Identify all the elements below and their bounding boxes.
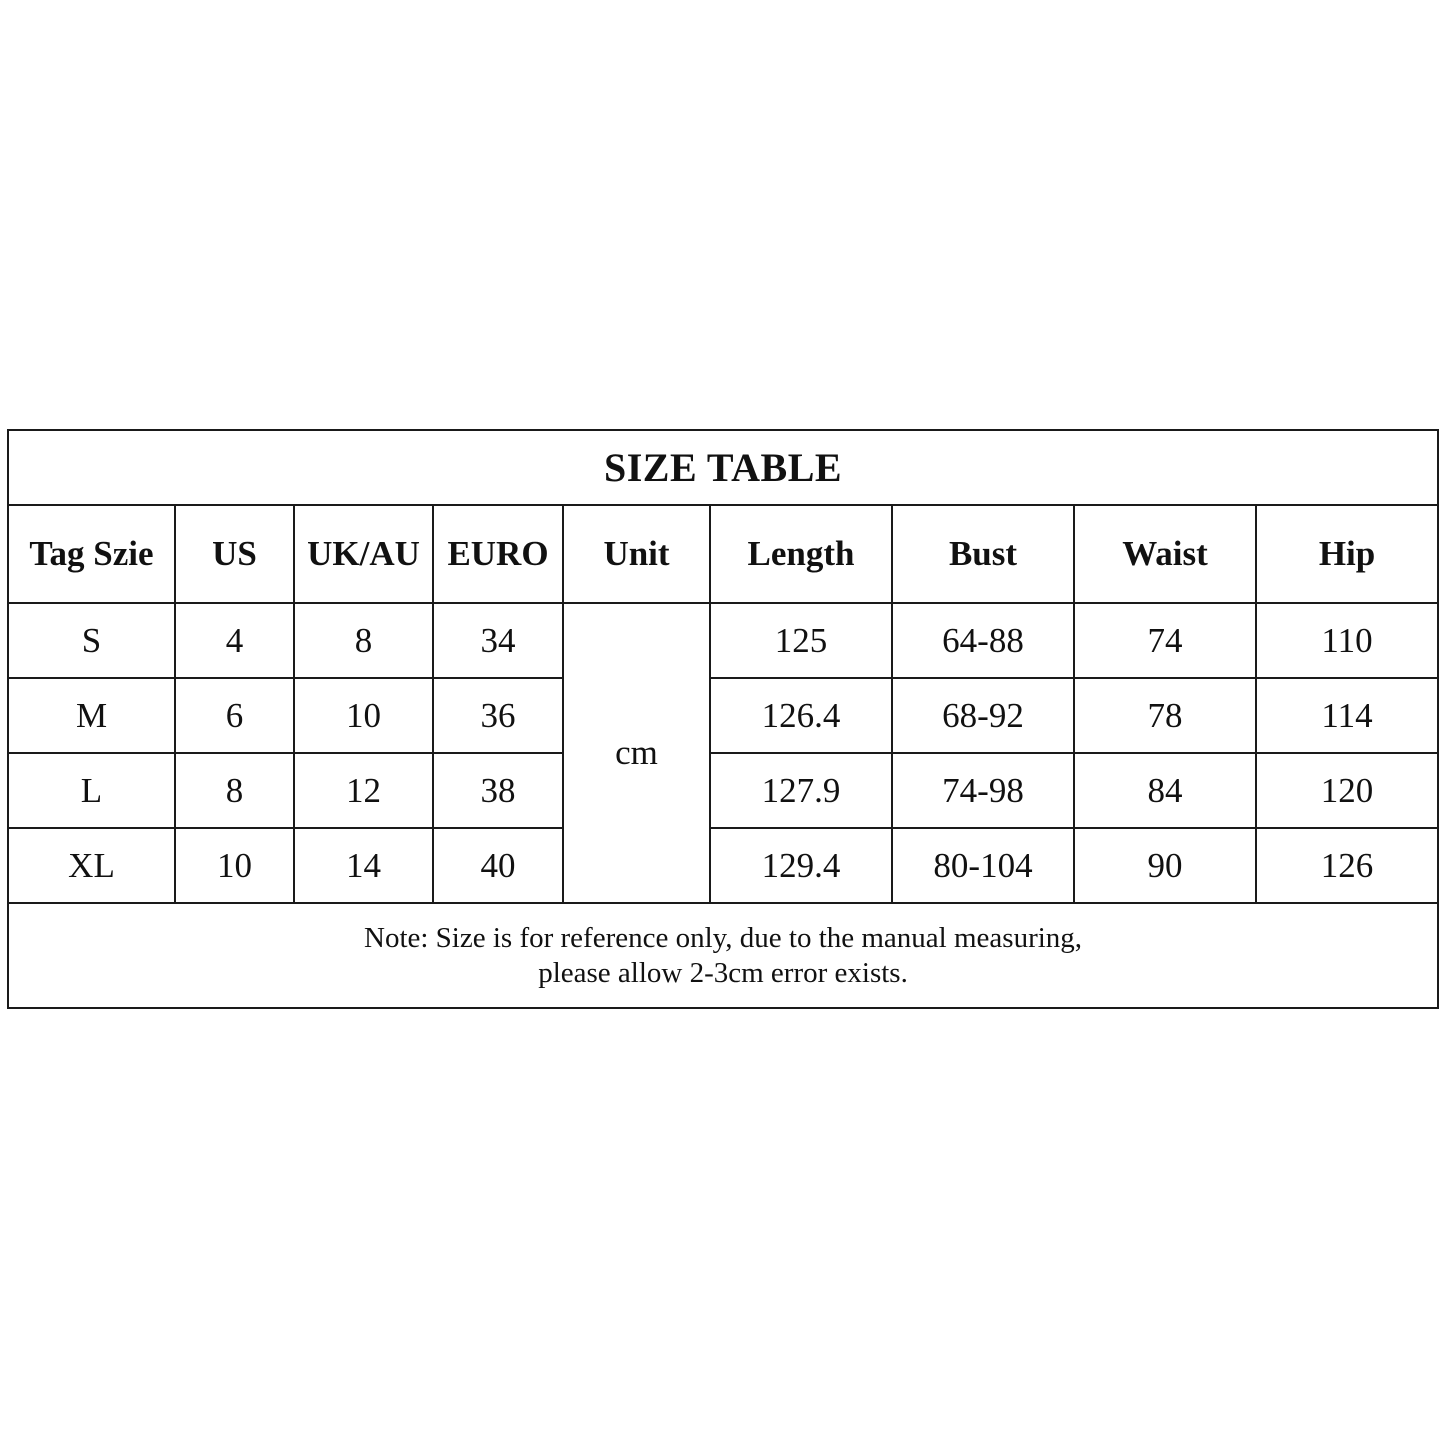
table-row bbox=[8, 603, 1438, 678]
cell-us: 6 bbox=[175, 678, 294, 753]
note-row bbox=[8, 903, 1438, 1008]
title-row bbox=[8, 430, 1438, 505]
table-row bbox=[8, 828, 1438, 903]
cell-bust: 74-98 bbox=[892, 753, 1074, 828]
cell-hip: 120 bbox=[1256, 753, 1438, 828]
cell-us: 10 bbox=[175, 828, 294, 903]
cell-length: 129.4 bbox=[710, 828, 892, 903]
header-tag-size: Tag Szie bbox=[8, 505, 175, 603]
size-table bbox=[7, 429, 1439, 1009]
cell-tag: L bbox=[8, 753, 175, 828]
note-cell bbox=[8, 903, 1438, 1008]
cell-euro: 40 bbox=[433, 828, 563, 903]
header-row bbox=[8, 505, 1438, 603]
header-bust: Bust bbox=[892, 505, 1074, 603]
cell-unit: cm bbox=[563, 603, 710, 903]
table-row bbox=[8, 753, 1438, 828]
header-unit: Unit bbox=[563, 505, 710, 603]
cell-bust: 64-88 bbox=[892, 603, 1074, 678]
cell-waist: 90 bbox=[1074, 828, 1256, 903]
cell-tag: M bbox=[8, 678, 175, 753]
note-line-1: Note: Size is for reference only, due to the manual measuring, bbox=[364, 921, 1083, 954]
header-waist: Waist bbox=[1074, 505, 1256, 603]
cell-length: 126.4 bbox=[710, 678, 892, 753]
cell-uk-au: 12 bbox=[294, 753, 433, 828]
cell-uk-au: 10 bbox=[294, 678, 433, 753]
cell-bust: 68-92 bbox=[892, 678, 1074, 753]
cell-us: 4 bbox=[175, 603, 294, 678]
cell-uk-au: 8 bbox=[294, 603, 433, 678]
cell-hip: 126 bbox=[1256, 828, 1438, 903]
header-length: Length bbox=[710, 505, 892, 603]
cell-tag: S bbox=[8, 603, 175, 678]
cell-length: 125 bbox=[710, 603, 892, 678]
cell-hip: 110 bbox=[1256, 603, 1438, 678]
header-euro: EURO bbox=[433, 505, 563, 603]
note-line-2: please allow 2-3cm error exists. bbox=[538, 956, 908, 989]
cell-length: 127.9 bbox=[710, 753, 892, 828]
cell-euro: 34 bbox=[433, 603, 563, 678]
cell-tag: XL bbox=[8, 828, 175, 903]
cell-us: 8 bbox=[175, 753, 294, 828]
cell-hip: 114 bbox=[1256, 678, 1438, 753]
header-hip: Hip bbox=[1256, 505, 1438, 603]
cell-waist: 78 bbox=[1074, 678, 1256, 753]
table-row bbox=[8, 678, 1438, 753]
cell-waist: 74 bbox=[1074, 603, 1256, 678]
header-us: US bbox=[175, 505, 294, 603]
cell-euro: 38 bbox=[433, 753, 563, 828]
cell-uk-au: 14 bbox=[294, 828, 433, 903]
header-uk-au: UK/AU bbox=[294, 505, 433, 603]
cell-euro: 36 bbox=[433, 678, 563, 753]
table-title: SIZE TABLE bbox=[8, 430, 1438, 505]
cell-bust: 80-104 bbox=[892, 828, 1074, 903]
cell-waist: 84 bbox=[1074, 753, 1256, 828]
